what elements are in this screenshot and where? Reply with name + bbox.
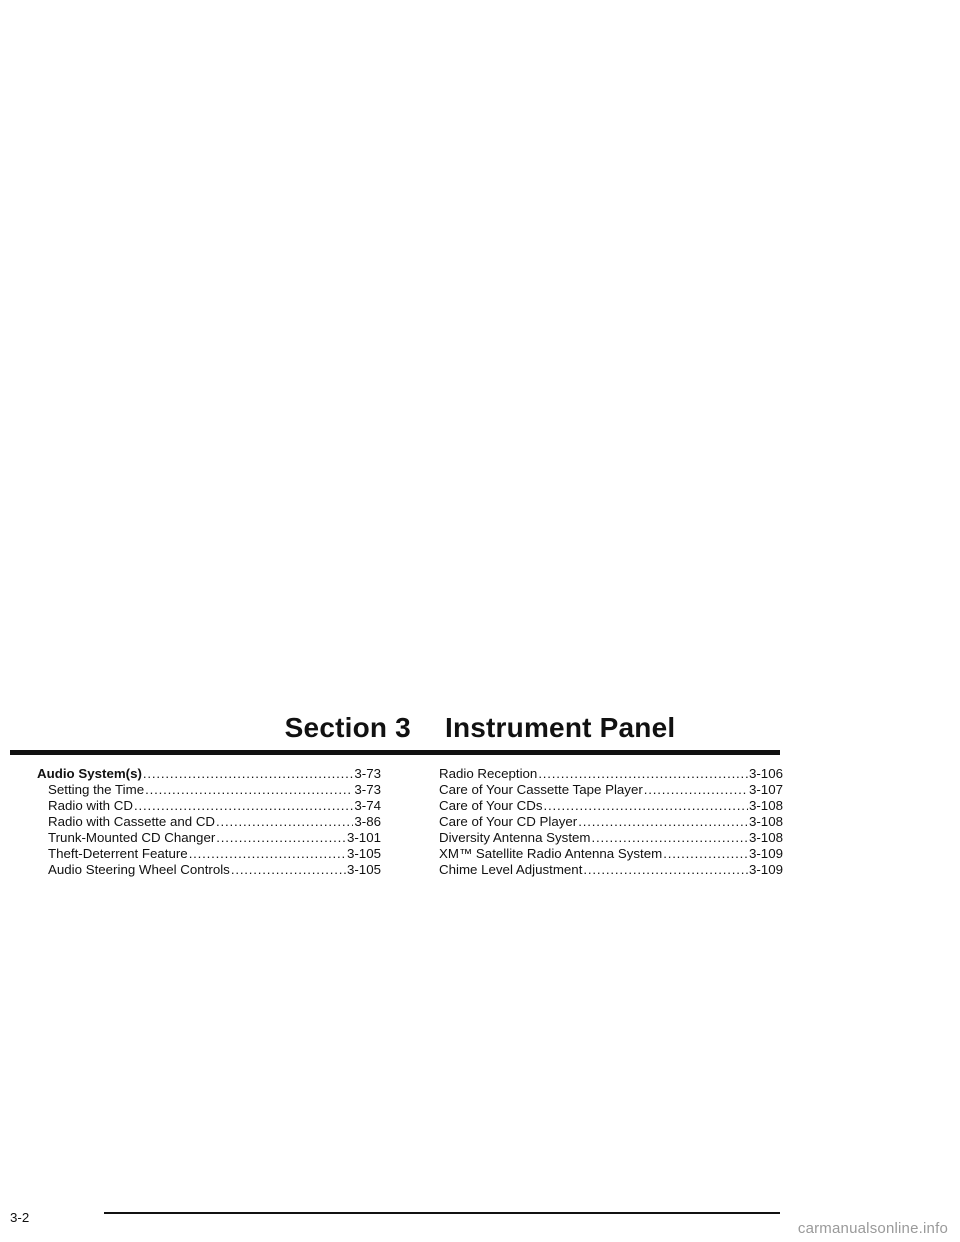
toc-entry-page: 3-86 [354, 814, 381, 829]
toc-entry-page: 3-106 [748, 766, 783, 781]
toc-entry-label: Chime Level Adjustment [439, 862, 583, 877]
toc-entry-audio-systems[interactable] [37, 766, 381, 782]
toc-entry-radio-with-cd[interactable] [37, 798, 381, 814]
toc-column-right [439, 766, 783, 878]
toc-entry-page: 3-109 [748, 846, 783, 861]
toc-entry-trunk-mounted-cd-changer[interactable] [37, 830, 381, 846]
toc-entry-label: Audio System(s) [37, 766, 142, 781]
toc-entry-page: 3-107 [748, 782, 783, 797]
toc-leader-dots [189, 846, 346, 862]
toc-entry-page: 3-105 [346, 846, 381, 861]
toc-leader-dots [134, 798, 353, 814]
toc-leader-dots [143, 766, 353, 782]
toc-entry-radio-reception[interactable] [439, 766, 783, 782]
toc-entry-page: 3-108 [748, 830, 783, 845]
toc-entry-page: 3-105 [346, 862, 381, 877]
toc-entry-label: Trunk-Mounted CD Changer [48, 830, 216, 845]
toc-entry-label: XM™ Satellite Radio Antenna System [439, 846, 663, 861]
toc-leader-dots [592, 830, 748, 846]
toc-entry-label: Radio with CD [48, 798, 133, 813]
toc-entry-care-of-cassette-tape-player[interactable] [439, 782, 783, 798]
toc-entry-page: 3-73 [354, 766, 381, 781]
toc-entry-care-of-cd-player[interactable] [439, 814, 783, 830]
toc-entry-radio-with-cassette-and-cd[interactable] [37, 814, 381, 830]
toc-column-left [37, 766, 381, 878]
toc-entry-page: 3-109 [748, 862, 783, 877]
toc-entry-audio-steering-wheel-controls[interactable] [37, 862, 381, 878]
page-number: 3-2 [10, 1210, 30, 1225]
heading-rule [10, 750, 780, 755]
watermark: carmanualsonline.info [797, 1220, 948, 1237]
toc-entry-page: 3-108 [748, 814, 783, 829]
toc-leader-dots [663, 846, 748, 862]
toc-leader-dots [543, 798, 748, 814]
toc-leader-dots [578, 814, 748, 830]
footer-rule [104, 1212, 780, 1214]
toc-entry-theft-deterrent-feature[interactable] [37, 846, 381, 862]
toc-entry-xm-satellite-radio-antenna-system[interactable] [439, 846, 783, 862]
toc-entry-care-of-cds[interactable] [439, 798, 783, 814]
toc-entry-label: Care of Your CDs [439, 798, 543, 813]
toc-entry-label: Radio Reception [439, 766, 538, 781]
toc-entry-page: 3-73 [354, 782, 381, 797]
toc-leader-dots [145, 782, 353, 798]
toc-entry-page: 3-74 [354, 798, 381, 813]
toc-entry-page: 3-108 [748, 798, 783, 813]
toc-leader-dots [583, 862, 748, 878]
section-title: Instrument Panel [444, 712, 676, 743]
toc-entry-label: Setting the Time [48, 782, 145, 797]
toc-entry-label: Diversity Antenna System [439, 830, 591, 845]
toc-entry-label: Audio Steering Wheel Controls [48, 862, 230, 877]
toc-leader-dots [216, 814, 353, 830]
toc-leader-dots [231, 862, 346, 878]
toc-leader-dots [538, 766, 748, 782]
toc-entry-label: Radio with Cassette and CD [48, 814, 216, 829]
toc-entry-label: Care of Your Cassette Tape Player [439, 782, 643, 797]
toc-entry-page: 3-101 [346, 830, 381, 845]
toc-leader-dots [216, 830, 346, 846]
toc-entry-setting-the-time[interactable] [37, 782, 381, 798]
section-heading [0, 712, 960, 744]
toc-entry-label: Care of Your CD Player [439, 814, 578, 829]
toc-leader-dots [644, 782, 748, 798]
toc-entry-chime-level-adjustment[interactable] [439, 862, 783, 878]
toc-entry-diversity-antenna-system[interactable] [439, 830, 783, 846]
toc-entry-label: Theft-Deterrent Feature [48, 846, 188, 861]
section-number: Section 3 [284, 712, 411, 743]
